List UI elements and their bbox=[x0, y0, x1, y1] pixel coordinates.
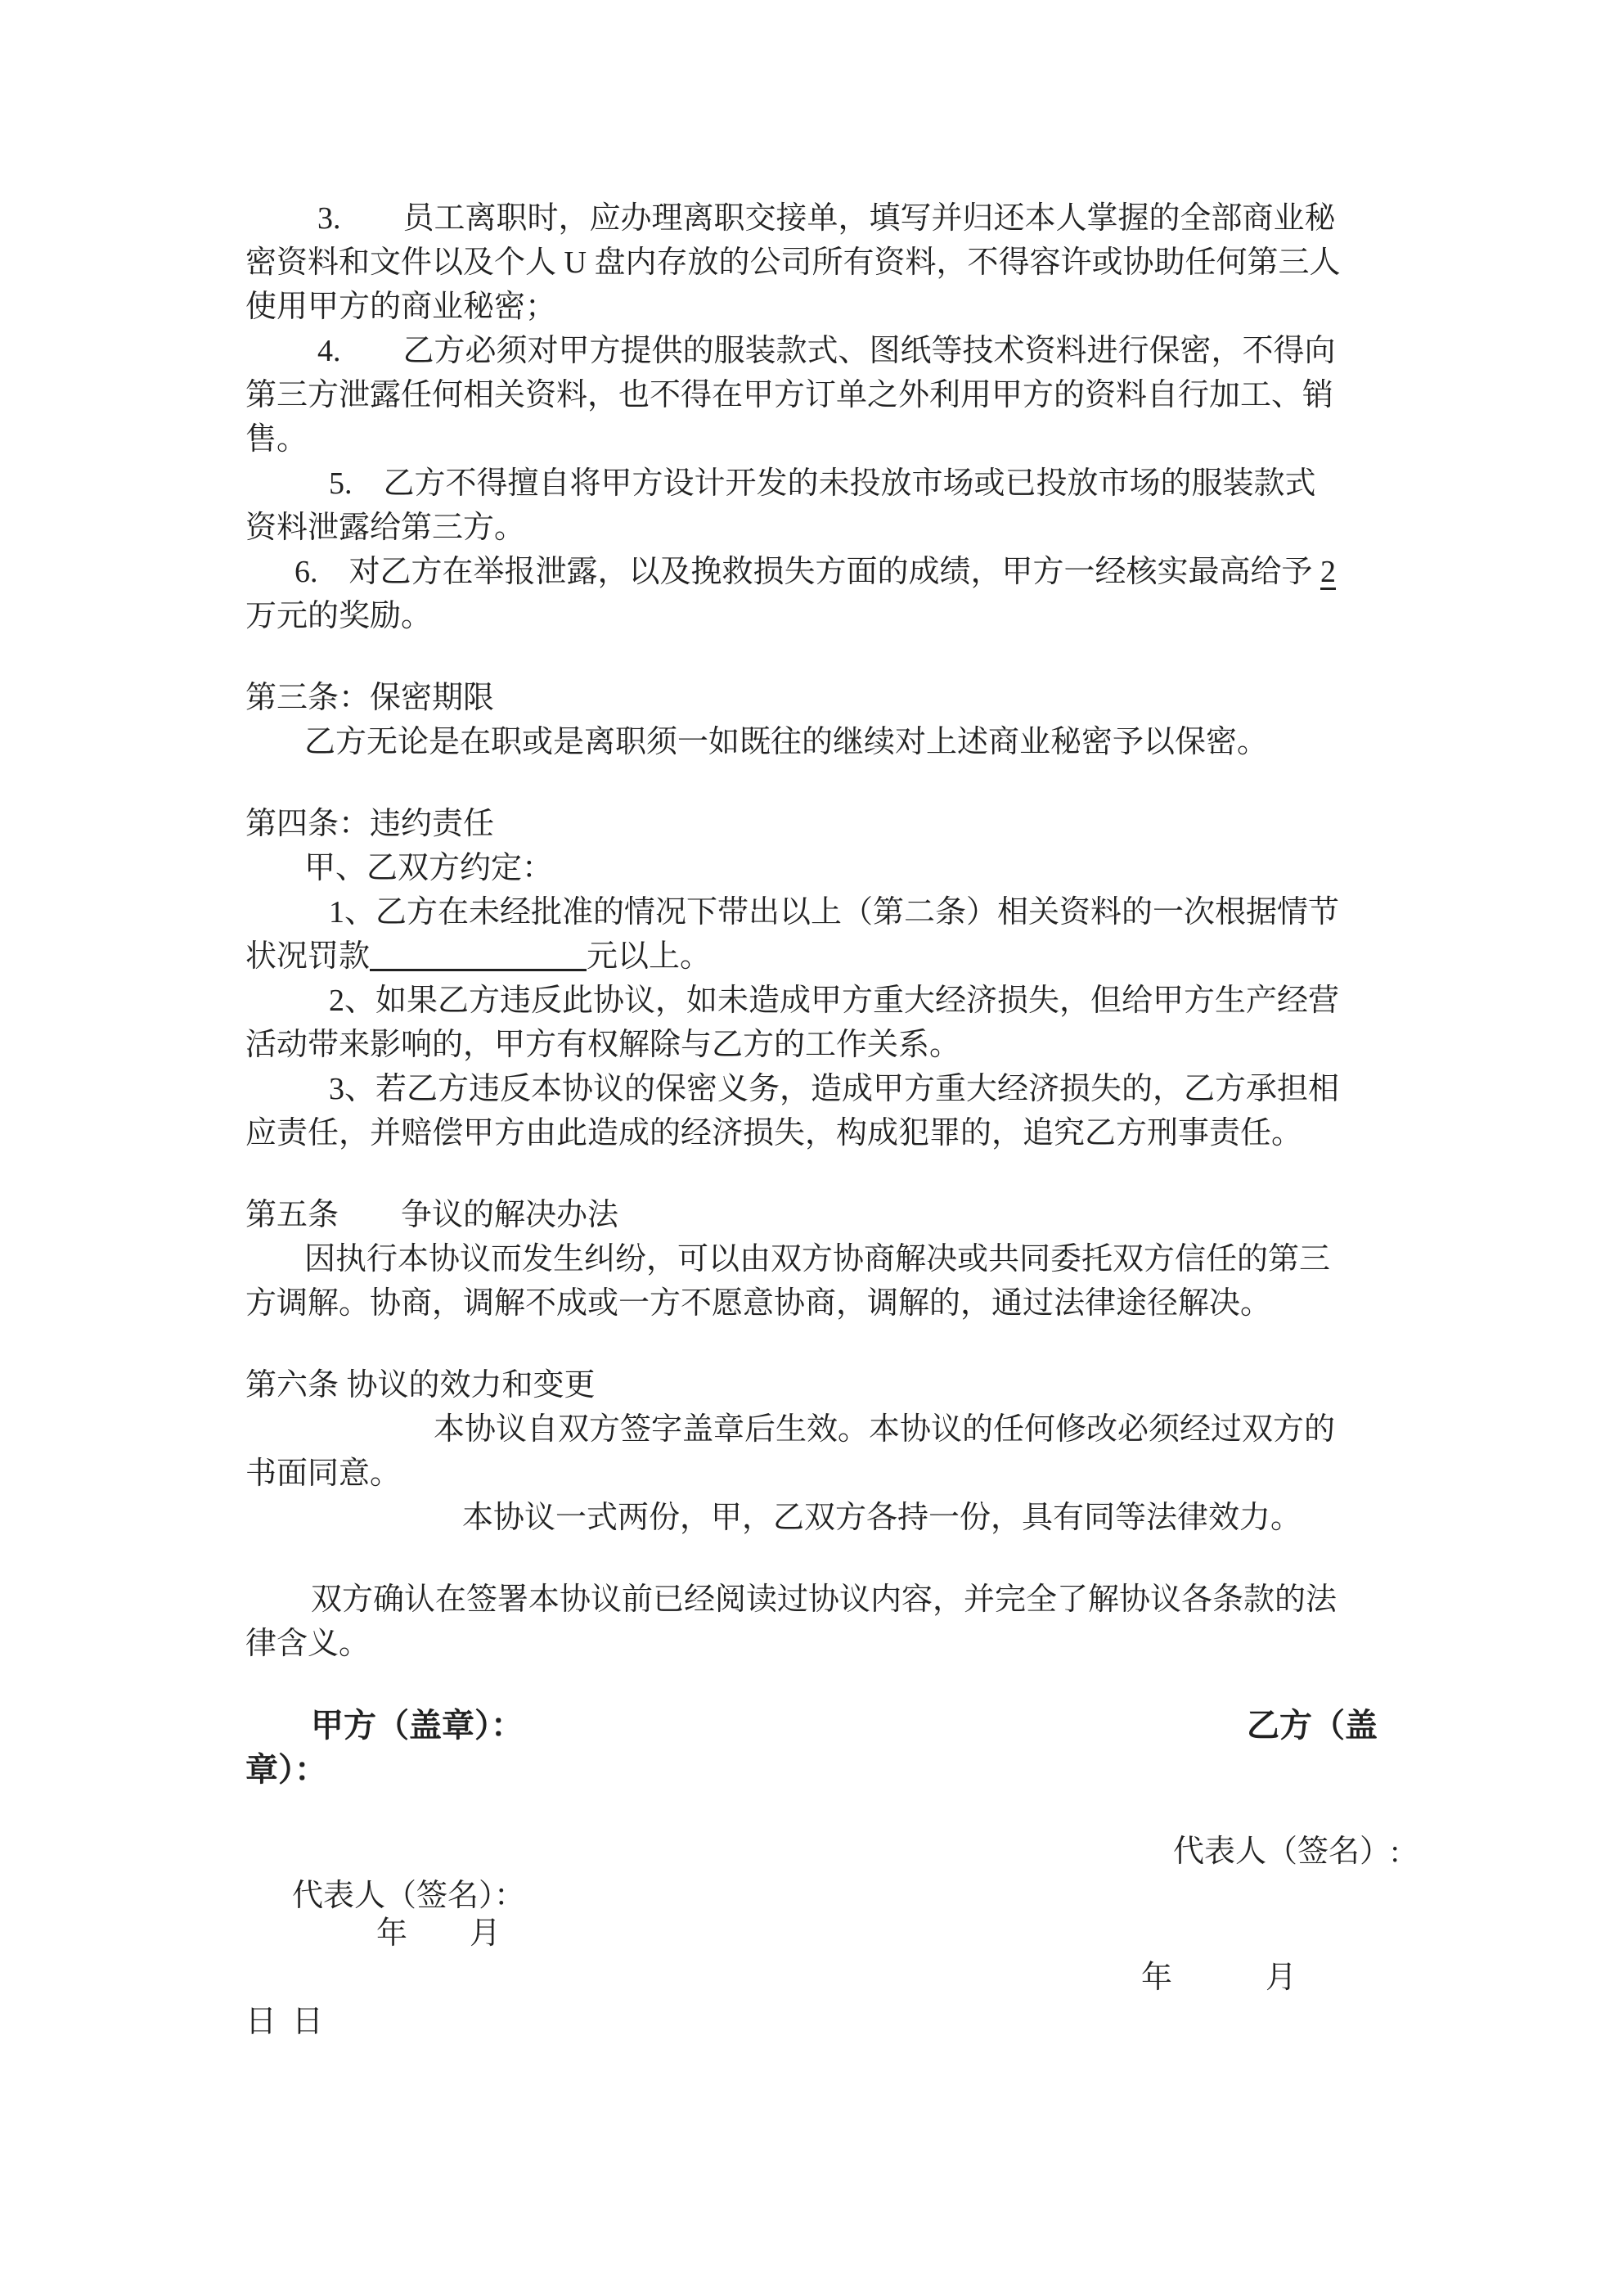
article4-heading: 第四条：违约责任 bbox=[245, 807, 495, 841]
party-b-representative-label: 代表人（签名）: bbox=[1173, 1835, 1400, 1869]
article4-item3-line2: 应责任，并赔偿甲方由此造成的经济损失，构成犯罪的，追究乙方刑事责任。 bbox=[245, 1116, 1303, 1150]
confirmation-line2: 律含义。 bbox=[245, 1627, 371, 1661]
blank-line bbox=[245, 1792, 1378, 1830]
party-b-date-day: 日 bbox=[245, 2005, 277, 2039]
clause5-line1: 5. 乙方不得擅自将甲方设计开发的未投放市场或已投放市场的服装款式 bbox=[329, 466, 1316, 501]
article4-item1-line1: 1、乙方在未经批准的情况下带出以上（第二条）相关资料的一次根据情节 bbox=[329, 895, 1340, 930]
party-b-seal-label-part2: 章）： bbox=[245, 1752, 327, 1788]
article3-body: 乙方无论是在职或是离职须一如既往的继续对上述商业秘密予以保密。 bbox=[304, 725, 1269, 759]
clause3-line2: 密资料和文件以及个人 U 盘内存放的公司所有资料，不得容许或协助任何第三人 bbox=[245, 245, 1341, 280]
party-b-date-year-month: 年 月 bbox=[1141, 1961, 1297, 1995]
clause4-line3: 售。 bbox=[245, 422, 308, 457]
clause3-line3: 使用甲方的商业秘密； bbox=[245, 290, 557, 324]
party-b-seal-label-part1: 乙方（盖 bbox=[1247, 1708, 1378, 1744]
fine-suffix: 元以上。 bbox=[587, 939, 712, 974]
date-line-2 bbox=[245, 1956, 1378, 2039]
clause3-line1: 3. 员工离职时，应办理离职交接单，填写并归还本人掌握的全部商业秘 bbox=[317, 201, 1336, 236]
article6-heading: 第六条 协议的效力和变更 bbox=[245, 1368, 596, 1402]
clause6-line2: 万元的奖励。 bbox=[245, 599, 433, 633]
fine-prefix: 状况罚款 bbox=[245, 939, 371, 974]
blank-line bbox=[245, 1540, 1378, 1578]
article4-item1-line2 bbox=[245, 934, 1378, 979]
clause6-text: 6. 对乙方在举报泄露，以及挽救损失方面的成绩，甲方一经核实最高给予 bbox=[294, 555, 1321, 589]
article4-item2-line1: 2、如果乙方违反此协议，如未造成甲方重大经济损失，但给甲方生产经营 bbox=[329, 984, 1340, 1018]
blank-line bbox=[245, 638, 1378, 676]
fine-amount-blank-line bbox=[370, 961, 587, 971]
article4-intro: 甲、乙双方约定： bbox=[304, 851, 554, 885]
clause5-line2: 资料泄露给第三方。 bbox=[245, 511, 526, 545]
clause6-line1 bbox=[245, 550, 1378, 594]
blank-line bbox=[245, 764, 1378, 802]
party-a-date-year-month: 年 月 bbox=[376, 1916, 501, 1951]
article4-item3-line1: 3、若乙方违反本协议的保密义务，造成甲方重大经济损失的，乙方承担相 bbox=[329, 1072, 1340, 1106]
article5-line2: 方调解。协商，调解不成或一方不愿意协商，调解的，通过法律途径解决。 bbox=[245, 1286, 1272, 1321]
article3-heading: 第三条：保密期限 bbox=[245, 681, 495, 715]
article4-item2-line2: 活动带来影响的，甲方有权解除与乙方的工作关系。 bbox=[245, 1028, 961, 1062]
contract-body bbox=[245, 196, 1400, 2044]
reward-amount-underlined: 2 bbox=[1320, 555, 1337, 589]
article6-line1: 本协议自双方签字盖章后生效。本协议的任何修改必须经过双方的 bbox=[434, 1412, 1336, 1447]
seal-line bbox=[245, 1704, 1378, 1748]
party-a-seal-label: 甲方（盖章）： bbox=[311, 1708, 524, 1744]
article5-heading: 第五条 争议的解决办法 bbox=[245, 1198, 619, 1232]
representative-line bbox=[245, 1830, 1400, 1913]
party-a-representative-label: 代表人（签名）： bbox=[292, 1879, 526, 1913]
article6-line3: 本协议一式两份，甲，乙双方各持一份，具有同等法律效力。 bbox=[462, 1501, 1302, 1535]
blank-line bbox=[245, 1666, 1378, 1704]
blank-line bbox=[245, 1326, 1378, 1363]
party-a-date-day: 日 bbox=[292, 2005, 324, 2039]
article6-line2: 书面同意。 bbox=[245, 1456, 402, 1491]
blank-line bbox=[245, 1155, 1378, 1193]
clause4-line2: 第三方泄露任何相关资料，也不得在甲方订单之外利用甲方的资料自行加工、销 bbox=[245, 378, 1334, 412]
clause4-line1: 4. 乙方必须对甲方提供的服装款式、图纸等技术资料进行保密，不得向 bbox=[317, 334, 1336, 368]
article5-line1: 因执行本协议而发生纠纷，可以由双方协商解决或共同委托双方信任的第三 bbox=[304, 1242, 1331, 1276]
confirmation-line1: 双方确认在签署本协议前已经阅读过协议内容，并完全了解协议各条款的法 bbox=[311, 1582, 1338, 1617]
